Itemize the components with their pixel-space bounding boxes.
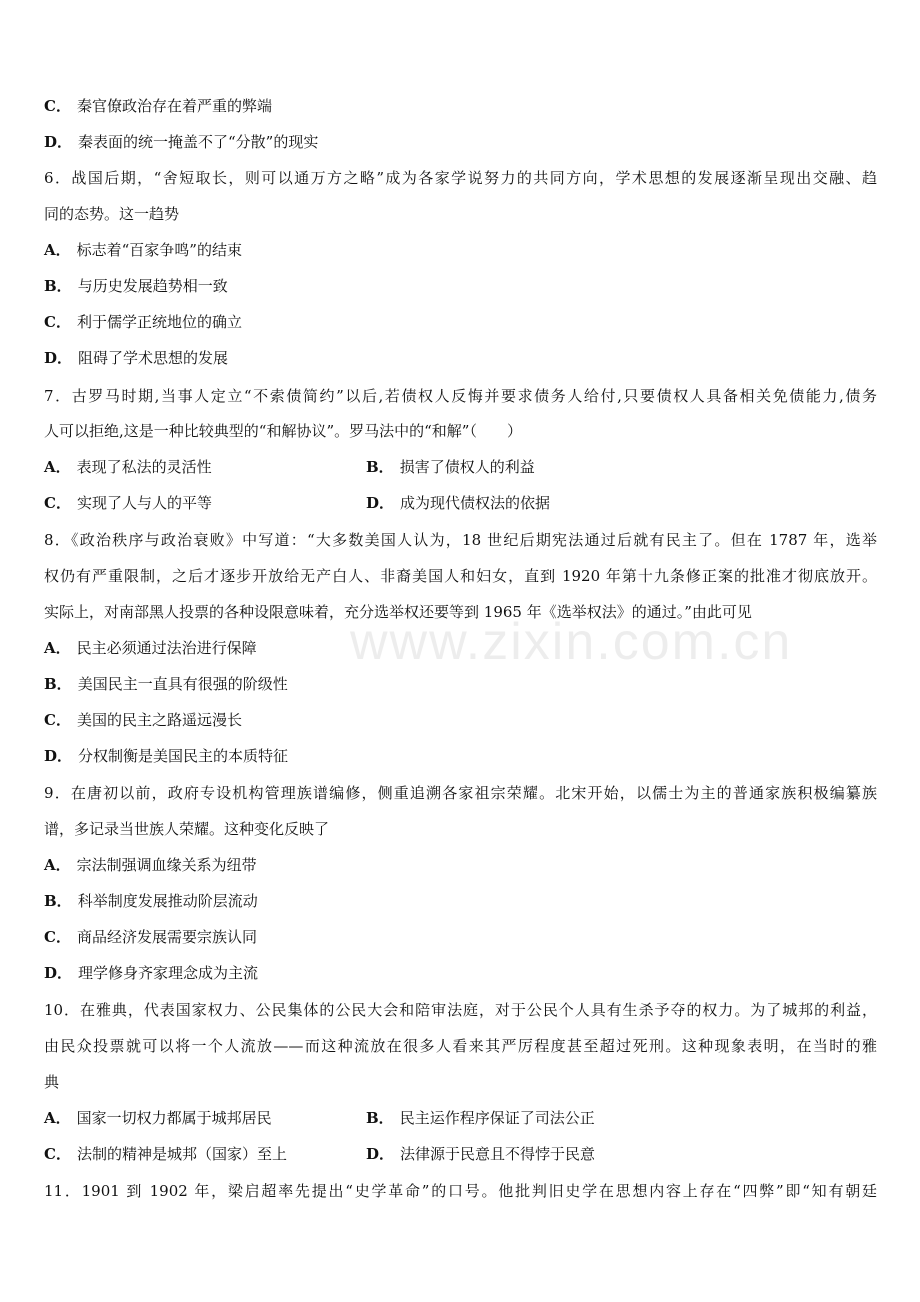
option-letter: C． xyxy=(44,928,71,946)
option-letter: C． xyxy=(44,1145,71,1163)
q6-stem-line-2: 同的态势。这一趋势 xyxy=(44,205,180,223)
option-letter: B． xyxy=(44,892,72,910)
q11-stem-line-1: 11．1901 到 1902 年，梁启超率先提出“史学革命”的口号。他批判旧史学在思想内容上存在“四弊”即“知有朝廷 xyxy=(44,1182,877,1200)
q7-option-c xyxy=(44,493,212,513)
q9-option-c xyxy=(44,927,257,947)
q10-option-b xyxy=(366,1108,595,1128)
q10-stem-line-2: 由民众投票就可以将一个人流放——而这种流放在很多人看来其严厉程度甚至超过死刑。这种现象表明，在当时的雅 xyxy=(44,1037,877,1055)
option-letter: C． xyxy=(44,711,71,729)
q8-option-c xyxy=(44,710,242,730)
option-text: 美国民主一直具有很强的阶级性 xyxy=(77,675,288,693)
q8-option-d xyxy=(44,746,288,766)
option-text: 表现了私法的灵活性 xyxy=(76,458,212,476)
q6-stem-line-1: 6．战国后期，“舍短取长，则可以通万方之略”成为各家学说努力的共同方向，学术思想的发展逐渐呈现出交融、趋 xyxy=(44,169,877,187)
q8-stem-line-2: 权仍有严重限制，之后才逐步开放给无产白人、非裔美国人和妇女，直到 1920 年第十九条修正案的批准才彻底放开。 xyxy=(44,567,877,585)
q7-stem-line-2: 人可以拒绝,这是一种比较典型的“和解协议”。罗马法中的“和解”（ ） xyxy=(44,422,522,440)
option-text: 美国的民主之路遥远漫长 xyxy=(76,711,242,729)
option-letter: D． xyxy=(44,964,73,982)
q6-option-c xyxy=(44,312,242,332)
q8-stem-line-3: 实际上，对南部黑人投票的各种设限意味着，充分选举权还要等到 1965 年《选举权法》的通过。”由此可见 xyxy=(44,603,752,621)
option-letter: D． xyxy=(44,747,73,765)
q8-option-a xyxy=(44,638,257,658)
q6-option-a xyxy=(44,240,242,260)
option-letter: D． xyxy=(366,494,395,512)
option-letter: D． xyxy=(366,1145,395,1163)
q10-option-a xyxy=(44,1108,272,1128)
q8-option-b xyxy=(44,674,288,694)
option-text: 利于儒学正统地位的确立 xyxy=(76,313,242,331)
q5-option-d xyxy=(44,132,318,152)
option-text: 实现了人与人的平等 xyxy=(76,494,212,512)
q8-stem-line-1: 8．《政治秩序与政治衰败》中写道：“大多数美国人认为，18 世纪后期宪法通过后就有民主了。但在 1787 年，选举 xyxy=(44,531,877,549)
option-letter: A． xyxy=(44,856,71,874)
option-text: 国家一切权力都属于城邦居民 xyxy=(76,1109,272,1127)
option-text: 民主运作程序保证了司法公正 xyxy=(399,1109,595,1127)
option-letter: A． xyxy=(44,1109,71,1127)
option-text: 科举制度发展推动阶层流动 xyxy=(77,892,258,910)
option-text: 标志着“百家争鸣”的结束 xyxy=(76,241,242,259)
option-text: 损害了债权人的利益 xyxy=(399,458,535,476)
option-letter: C． xyxy=(44,494,71,512)
option-letter: D． xyxy=(44,349,73,367)
option-letter: A． xyxy=(44,241,71,259)
q6-option-d xyxy=(44,348,228,368)
option-letter: B． xyxy=(366,458,394,476)
option-letter: A． xyxy=(44,639,71,657)
option-text: 法律源于民意且不得悖于民意 xyxy=(400,1145,596,1163)
option-text: 民主必须通过法治进行保障 xyxy=(76,639,257,657)
q10-stem-line-1: 10．在雅典，代表国家权力、公民集体的公民大会和陪审法庭，对于公民个人具有生杀予夺的权力。为了城邦的利益， xyxy=(44,1001,877,1019)
option-text: 秦官僚政治存在着严重的弊端 xyxy=(76,97,272,115)
option-text: 秦表面的统一掩盖不了“分散”的现实 xyxy=(78,133,319,151)
q7-option-a xyxy=(44,457,212,477)
option-text: 宗法制强调血缘关系为纽带 xyxy=(76,856,257,874)
q9-option-d xyxy=(44,963,258,983)
q10-option-d xyxy=(366,1144,595,1164)
q7-stem-line-1: 7．古罗马时期,当事人定立“不索债简约”以后,若债权人反悔并要求债务人给付,只要债权人具备相关免债能力,债务 xyxy=(44,387,877,405)
option-letter: D． xyxy=(44,133,73,151)
q10-option-c xyxy=(44,1144,287,1164)
q9-stem-line-2: 谱，多记录当世族人荣耀。这种变化反映了 xyxy=(44,820,330,838)
option-letter: B． xyxy=(366,1109,394,1127)
option-text: 理学修身齐家理念成为主流 xyxy=(78,964,259,982)
option-letter: B． xyxy=(44,277,72,295)
q6-option-b xyxy=(44,276,228,296)
option-letter: B． xyxy=(44,675,72,693)
q7-option-d xyxy=(366,493,550,513)
option-text: 阻碍了学术思想的发展 xyxy=(78,349,229,367)
watermark: www.zixin.com.cn xyxy=(350,613,793,671)
q9-option-a xyxy=(44,855,257,875)
option-text: 法制的精神是城邦（国家）至上 xyxy=(76,1145,287,1163)
option-text: 分权制衡是美国民主的本质特征 xyxy=(78,747,289,765)
q7-option-b xyxy=(366,457,535,477)
option-letter: A． xyxy=(44,458,71,476)
option-letter: C． xyxy=(44,313,71,331)
option-text: 与历史发展趋势相一致 xyxy=(77,277,228,295)
option-text: 商品经济发展需要宗族认同 xyxy=(76,928,257,946)
option-text: 成为现代债权法的依据 xyxy=(400,494,551,512)
q9-option-b xyxy=(44,891,258,911)
q10-stem-line-3: 典 xyxy=(44,1073,60,1091)
option-letter: C． xyxy=(44,97,71,115)
q9-stem-line-1: 9．在唐初以前，政府专设机构管理族谱编修，侧重追溯各家祖宗荣耀。北宋开始，以儒士为主的普通家族积极编纂族 xyxy=(44,784,877,802)
q5-option-c xyxy=(44,96,272,116)
